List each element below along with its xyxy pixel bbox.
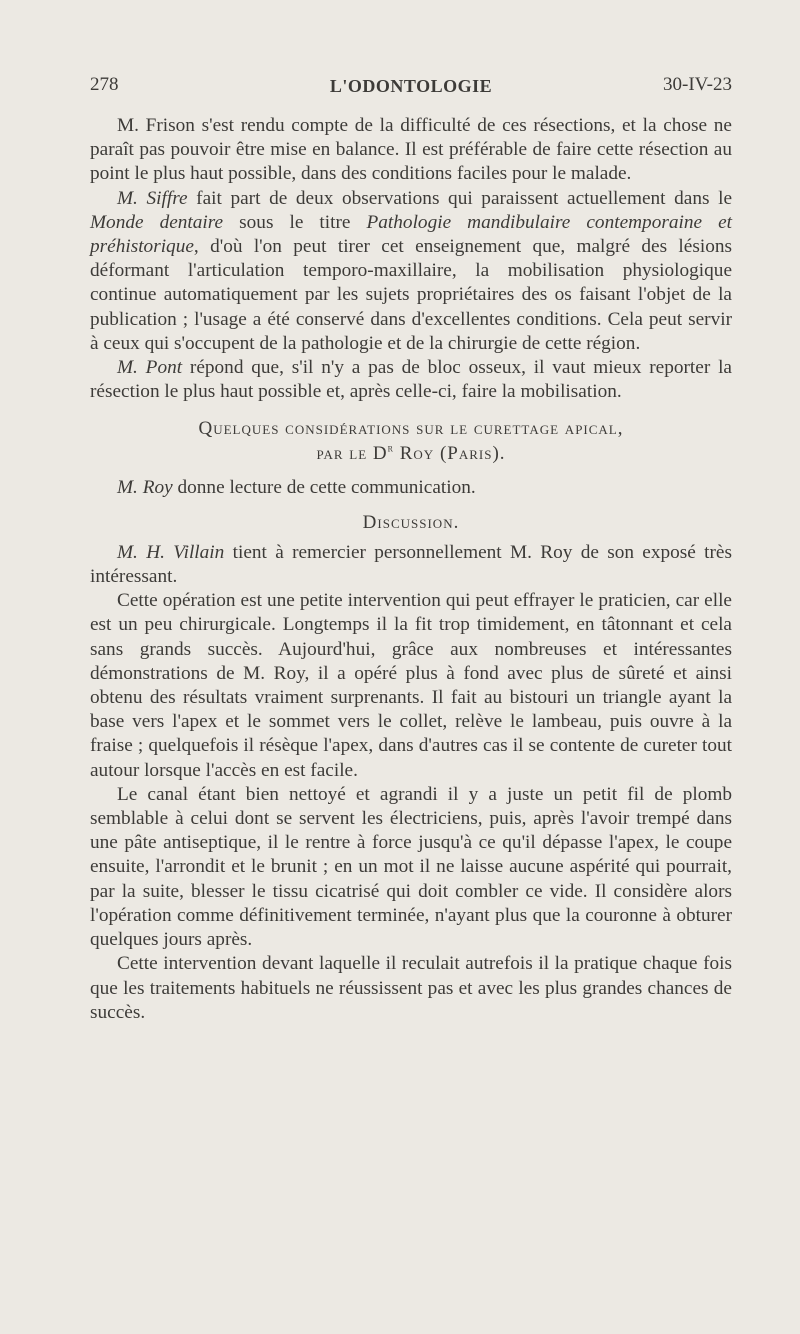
paragraph-intervention: Cette intervention devant laquelle il reculait autrefois il la pratique chaque fois que les traitements habituels ne réussissent pas et avec les plus grandes chances de succès. <box>90 953 732 1023</box>
heading-text: Roy (Paris). <box>394 442 506 464</box>
paragraph-roy <box>90 476 732 500</box>
paragraph-villain <box>90 541 732 589</box>
journal-name: Monde dentaire <box>90 211 224 233</box>
speaker-villain: M. H. Villain <box>117 541 225 563</box>
page-body <box>90 114 732 1025</box>
page-number: 278 <box>90 74 119 95</box>
issue-date: 30-IV-23 <box>663 74 732 95</box>
paragraph-text: fait part de deux observations qui paraissent actuellement dans le <box>187 187 733 209</box>
discussion-heading: Discussion. <box>362 511 460 533</box>
speaker-pont: M. Pont <box>117 357 183 379</box>
paragraph-text: donne lecture de cette communication. <box>172 477 476 499</box>
heading-superscript: r <box>387 440 394 455</box>
speaker-siffre: M. Siffre <box>117 187 188 209</box>
running-header <box>90 74 732 104</box>
section-heading <box>90 417 732 466</box>
heading-text: par le D <box>316 442 388 464</box>
paragraph-operation: Cette opération est une petite intervention qui peut effrayer le praticien, car elle est un peu chirurgicale. Longtemps il la fit trop timidement, en tâtonnant et cela sans grands succès. Aujourd'hui, grâce aux nombreuses et intéressantes démonstrations de M. Roy, il a opéré plus à fond avec plus de sûreté et ainsi obtenu des résultats vraiment surprenants. Il fait au bistouri un triangle ayant la base vers l'apex et le sommet vers le collet, relève le lambeau, puis ouvre à la fraise ; quelquefois il résèque l'apex, dans d'autres cas il se contente de cureter tout autour lorsque l'accès en est facile. <box>90 590 732 781</box>
paragraph-text: sous le titre <box>223 211 367 233</box>
paragraph-text: , d'où l'on peut tirer cet enseignement que, malgré des lésions déformant l'articulation temporo-maxillaire, la mobilisation physiologique continue automatiquement par les sujets propriétaires des os faisant l'objet de la publication ; l'usage a été conservé dans d'excellentes conditions. Cela peut servir à ceux qui s'occupent de la pathologie et de la chirurgie de cette région. <box>90 236 732 354</box>
heading-line-1: Quelques considérations sur le curettage apical, <box>198 418 624 440</box>
heading-line-2 <box>90 442 732 467</box>
article-title: Pathologie mandibulaire contemporaine et préhistorique <box>90 211 732 258</box>
speaker-roy: M. Roy <box>117 477 173 499</box>
paragraph-text: tient à remercier personnellement M. Roy de son exposé très intéressant. <box>90 541 732 588</box>
paragraph-text: répond que, s'il n'y a pas de bloc osseux, il vaut mieux reporter la résection le plus haut possible et, après celle-ci, faire la mobilisation. <box>90 357 732 403</box>
paragraph-canal: Le canal étant bien nettoyé et agrandi il y a juste un petit fil de plomb semblable à celui dont se servent les électriciens, puis, après l'avoir trempé dans une pâte antiseptique, il le rentre à force jusqu'à ce qu'il dépasse l'apex, le coupe ensuite, l'arrondit et le brunit ; en un mot il ne laisse aucune aspérité qui pourrait, par la suite, blesser le tissu cicatrisé qui doit combler ce vide. Il considère alors l'opération comme définitivement terminée, n'ayant plus que la couronne à obturer quelques jours après. <box>90 783 732 951</box>
paragraph-frison: M. Frison s'est rendu compte de la difficulté de ces résections, et la chose ne paraît pas pouvoir être mise en balance. Il est préférable de faire cette résection au point le plus haut possible, dans des conditions faciles pour le malade. <box>90 115 732 185</box>
paragraph-siffre <box>90 187 732 356</box>
paragraph-pont <box>90 356 732 404</box>
journal-title: L'ODONTOLOGIE <box>329 76 493 96</box>
